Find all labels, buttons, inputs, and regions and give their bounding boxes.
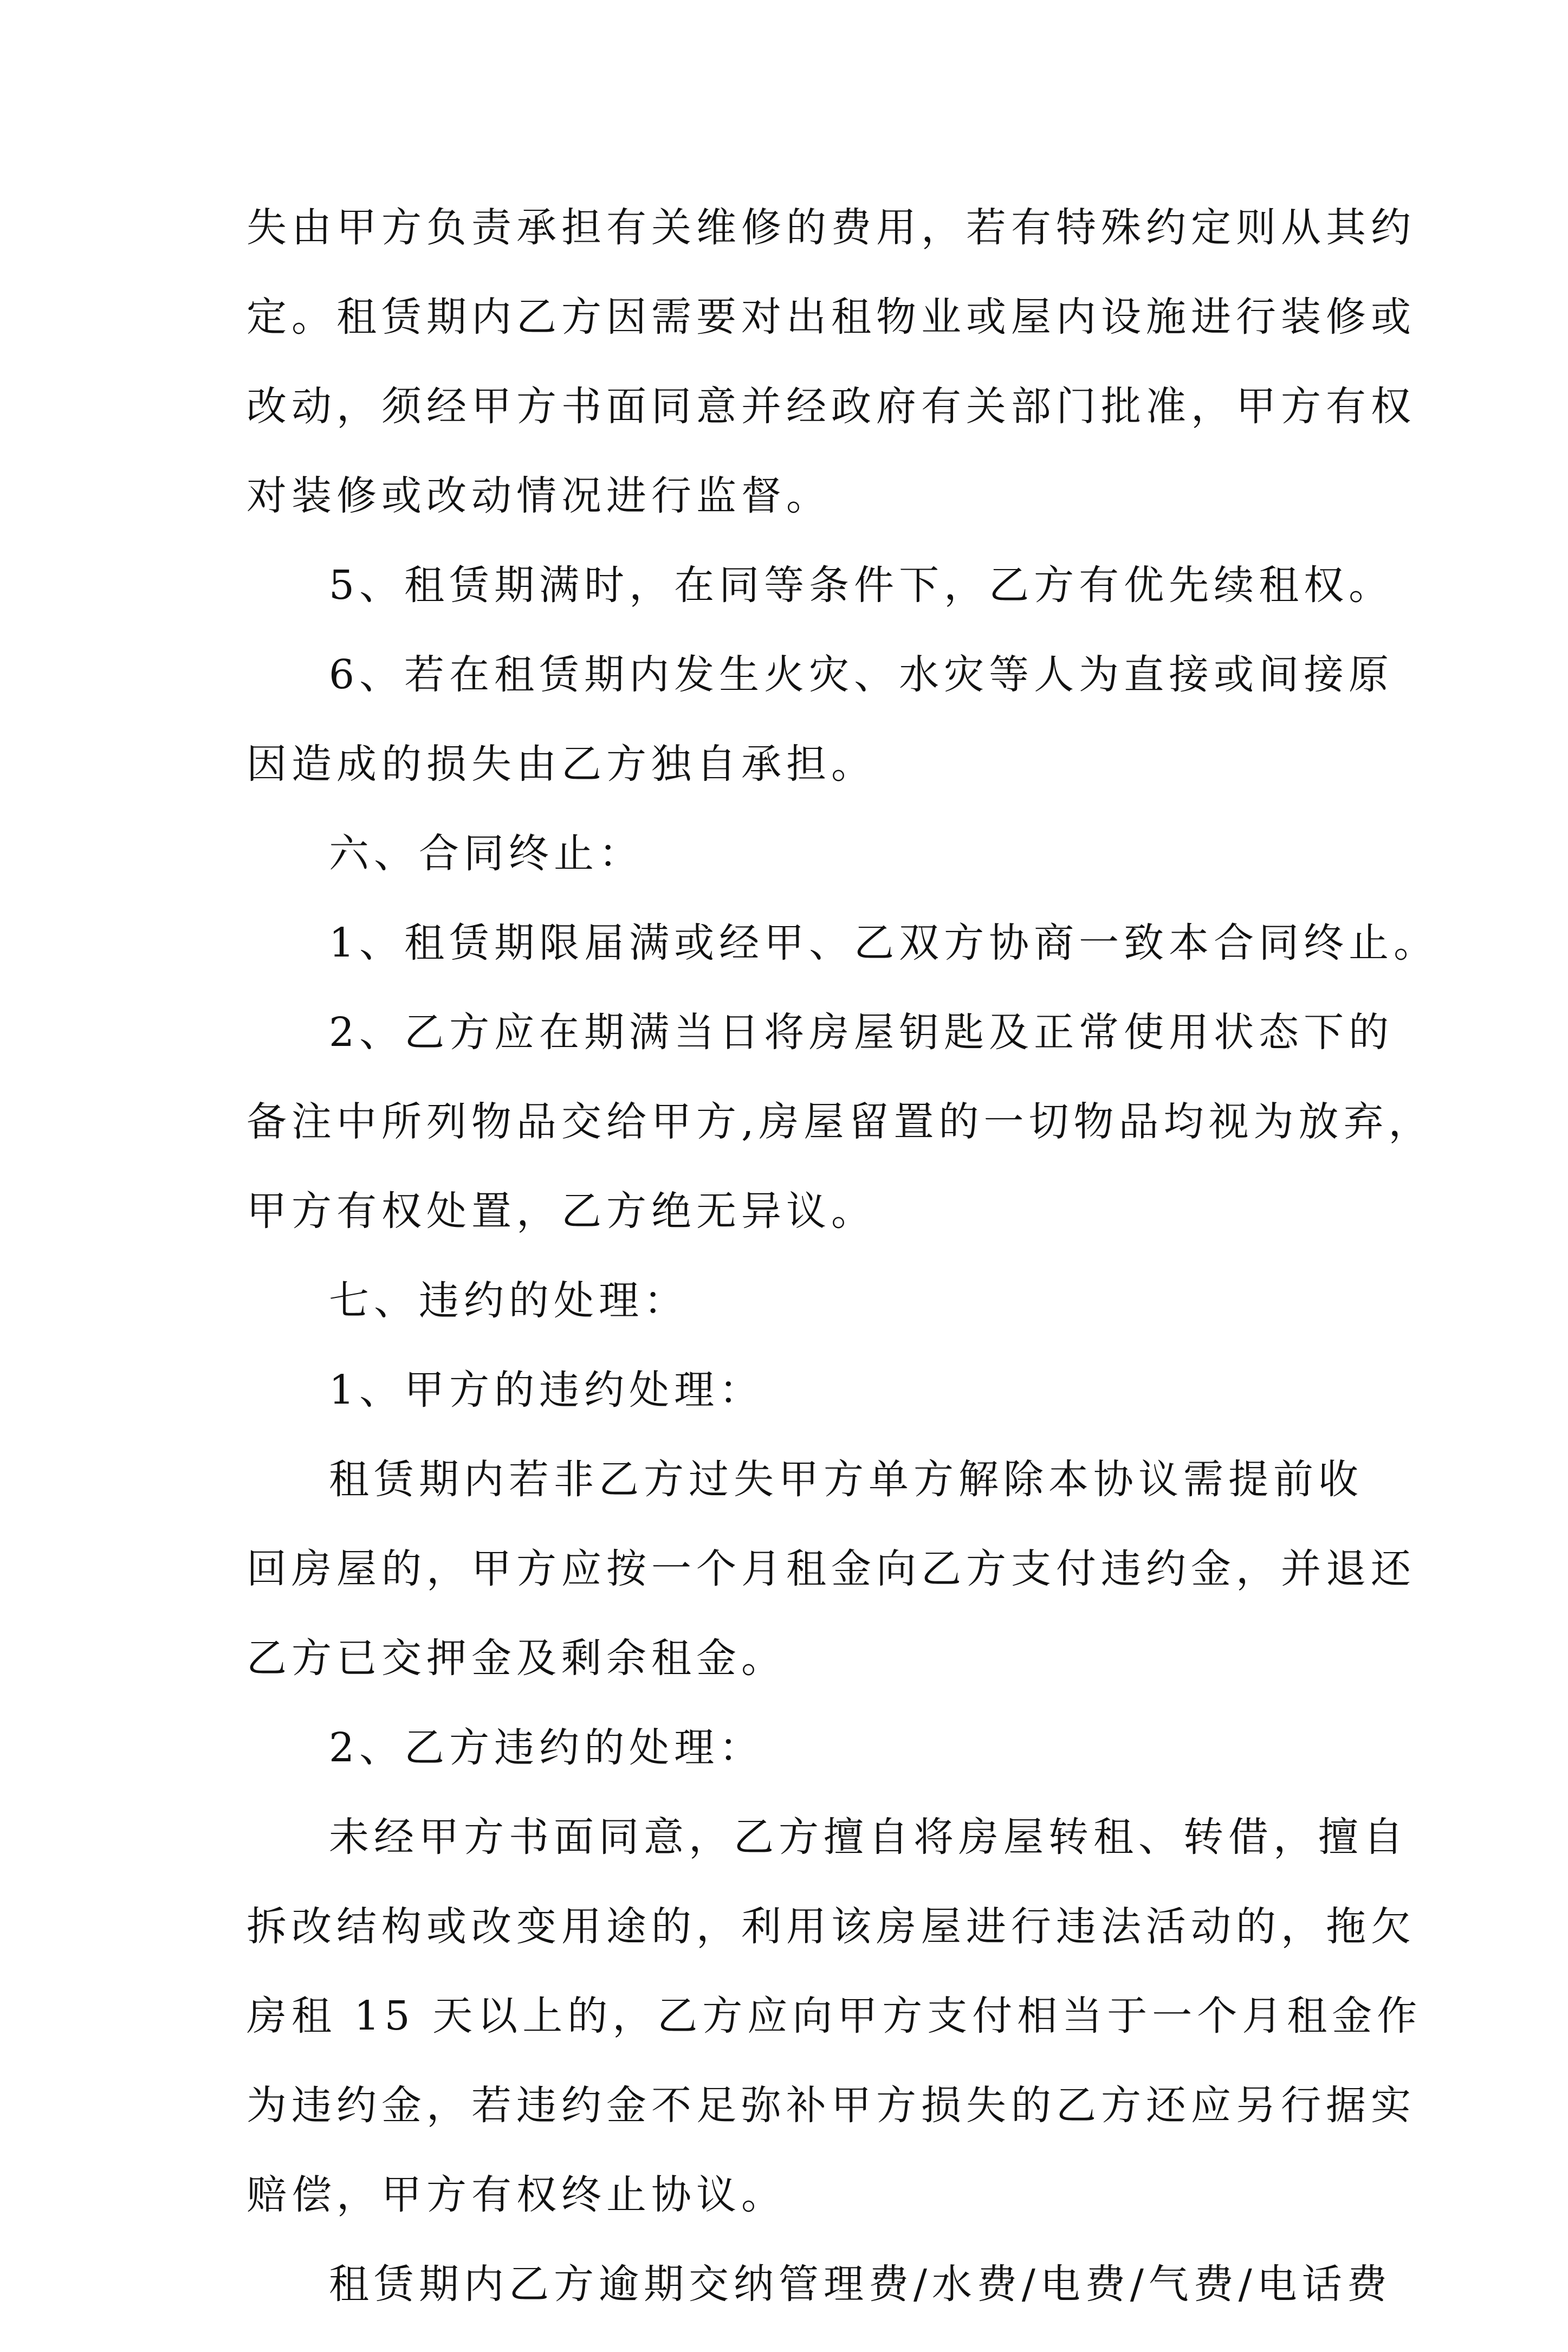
- text-line: 对装修或改动情况进行监督。: [247, 473, 831, 519]
- section-heading-breach: 七、违约的处理：: [329, 1277, 689, 1324]
- text-line: 乙方已交押金及剩余租金。: [247, 1635, 786, 1682]
- text-line: 拆改结构或改变用途的，利用该房屋进行违法活动的，拖欠: [247, 1903, 1416, 1950]
- text-line: 回房屋的，甲方应按一个月租金向乙方支付违约金，并退还: [247, 1546, 1416, 1592]
- text-line: 为违约金，若违约金不足弥补甲方损失的乙方还应另行据实: [247, 2082, 1416, 2129]
- breach-subheading-party-a: 1、甲方的违约处理：: [329, 1367, 764, 1413]
- clause-6: 6、若在租赁期内发生火灾、水灾等人为直接或间接原: [329, 651, 1394, 698]
- section-heading-termination: 六、合同终止：: [329, 830, 644, 877]
- text-line: 房租 15 天以上的，乙方应向甲方支付相当于一个月租金作: [247, 1993, 1422, 2039]
- late-payment-paragraph: 租赁期内乙方逾期交纳管理费/水费/电费/气费/电话费: [329, 2261, 1392, 2308]
- text-line: 失由甲方负责承担有关维修的费用，若有特殊约定则从其约: [247, 204, 1416, 251]
- text-line: 定。租赁期内乙方因需要对出租物业或屋内设施进行装修或: [247, 294, 1416, 340]
- document-body: [247, 204, 1439, 2352]
- breach-subheading-party-b: 2、乙方违约的处理：: [329, 1724, 764, 1771]
- breach-paragraph-party-b: 未经甲方书面同意，乙方擅自将房屋转租、转借，擅自: [329, 1814, 1408, 1860]
- text-line: 改动，须经甲方书面同意并经政府有关部门批准，甲方有权: [247, 383, 1416, 430]
- termination-clause-1: 1、租赁期限届满或经甲、乙双方协商一致本合同终止。: [329, 920, 1439, 966]
- termination-clause-2: 2、乙方应在期满当日将房屋钥匙及正常使用状态下的: [329, 1009, 1394, 1056]
- text-line: 甲方有权处置，乙方绝无异议。: [247, 1188, 876, 1235]
- clause-5: 5、租赁期满时，在同等条件下，乙方有优先续租权。: [329, 562, 1394, 609]
- breach-paragraph-party-a: 租赁期内若非乙方过失甲方单方解除本协议需提前收: [329, 1456, 1363, 1503]
- text-line: 因造成的损失由乙方独自承担。: [247, 741, 876, 787]
- text-line: 备注中所列物品交给甲方,房屋留置的一切物品均视为放弃，: [247, 1099, 1434, 1145]
- text-line: 赔偿，甲方有权终止协议。: [247, 2172, 786, 2218]
